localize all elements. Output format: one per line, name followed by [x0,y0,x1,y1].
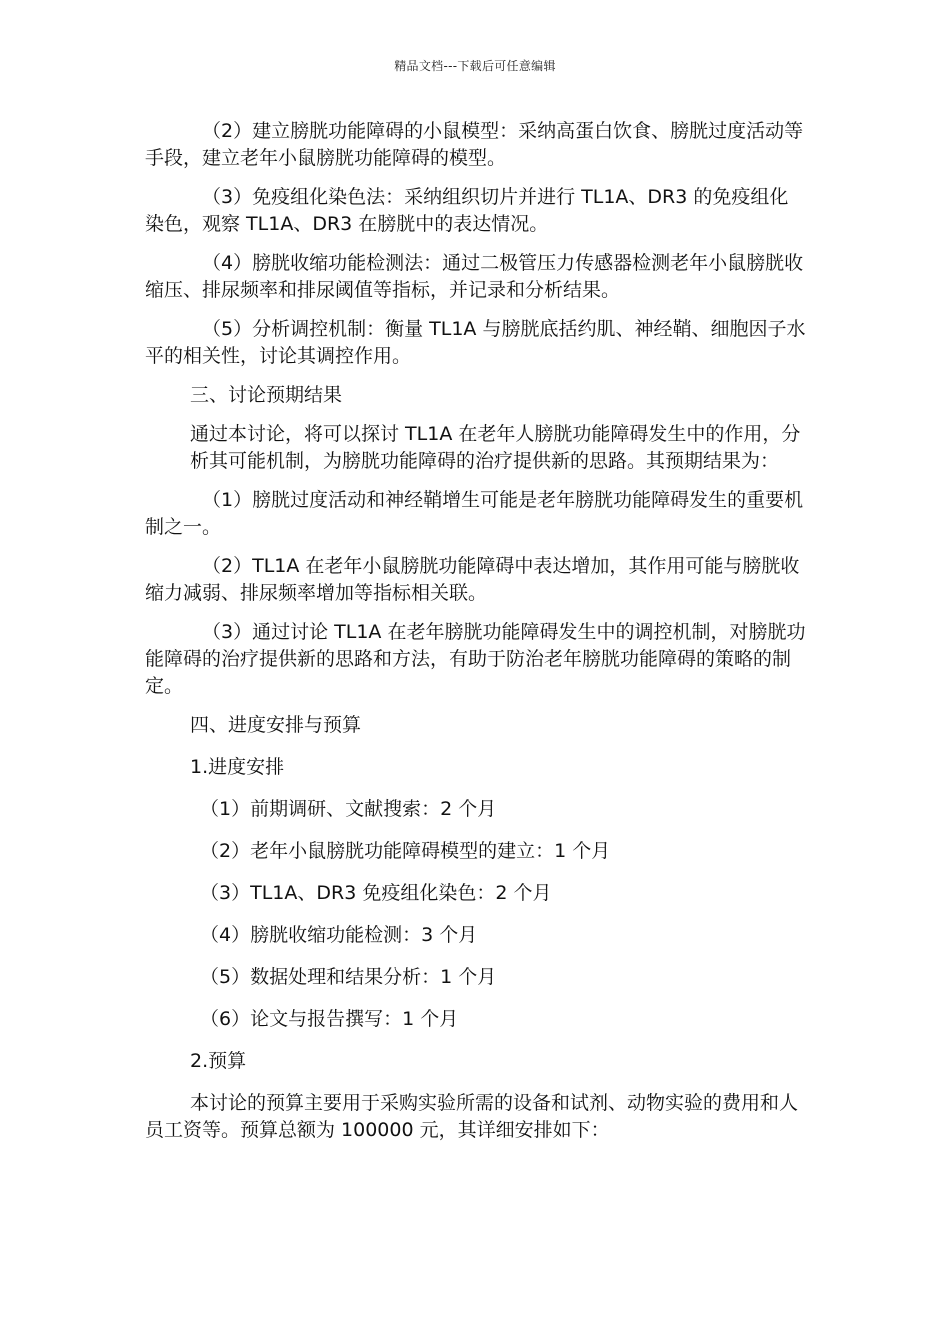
expected-result-1: （1）膀胱过度活动和神经鞘增生可能是老年膀胱功能障碍发生的重要机制之一。 [145,489,804,538]
schedule-item-1: （1）前期调研、文献搜索：2 个月 [200,798,497,820]
subheading-schedule: 1.进度安排 [190,756,285,778]
method-step-5: （5）分析调控机制：衡量 TL1A 与膀胱底括约肌、神经鞘、细胞因子水平的相关性，讨论其调控作用。 [145,318,806,367]
schedule-item-6: （6）论文与报告撰写：1 个月 [200,1008,459,1030]
schedule-item-4: （4）膀胱收缩功能检测：3 个月 [200,924,478,946]
schedule-item-3: （3）TL1A、DR3 免疫组化染色：2 个月 [200,882,552,904]
document-body [145,118,807,1156]
page-header: 精品文档---下载后可任意编辑 [394,59,556,73]
schedule-item-5: （5）数据处理和结果分析：1 个月 [200,966,497,988]
schedule-item-2: （2）老年小鼠膀胱功能障碍模型的建立：1 个月 [200,840,611,862]
section-heading-schedule-budget: 四、进度安排与预算 [190,714,362,736]
method-step-3: （3）免疫组化染色法：采纳组织切片并进行 TL1A、DR3 的免疫组化染色，观察 TL1A、DR3 在膀胱中的表达情况。 [145,186,789,235]
section-heading-expected-results: 三、讨论预期结果 [190,384,343,406]
expected-results-intro: 通过本讨论，将可以探讨 TL1A 在老年人膀胱功能障碍发生中的作用，分析其可能机制，为膀胱功能障碍的治疗提供新的思路。其预期结果为： [190,423,801,472]
budget-paragraph: 本讨论的预算主要用于采购实验所需的设备和试剂、动物实验的费用和人员工资等。预算总额为 100000 元，其详细安排如下： [145,1092,799,1141]
subheading-budget: 2.预算 [190,1050,247,1072]
expected-result-2: （2）TL1A 在老年小鼠膀胱功能障碍中表达增加，其作用可能与膀胱收缩力减弱、排尿频率增加等指标相关联。 [145,555,800,604]
expected-result-3: （3）通过讨论 TL1A 在老年膀胱功能障碍发生中的调控机制，对膀胱功能障碍的治疗提供新的思路和方法，有助于防治老年膀胱功能障碍的策略的制定。 [145,621,806,697]
method-step-2: （2）建立膀胱功能障碍的小鼠模型：采纳高蛋白饮食、膀胱过度活动等手段，建立老年小鼠膀胱功能障碍的模型。 [145,120,804,169]
method-step-4: （4）膀胱收缩功能检测法：通过二极管压力传感器检测老年小鼠膀胱收缩压、排尿频率和排尿阈值等指标，并记录和分析结果。 [145,252,804,301]
